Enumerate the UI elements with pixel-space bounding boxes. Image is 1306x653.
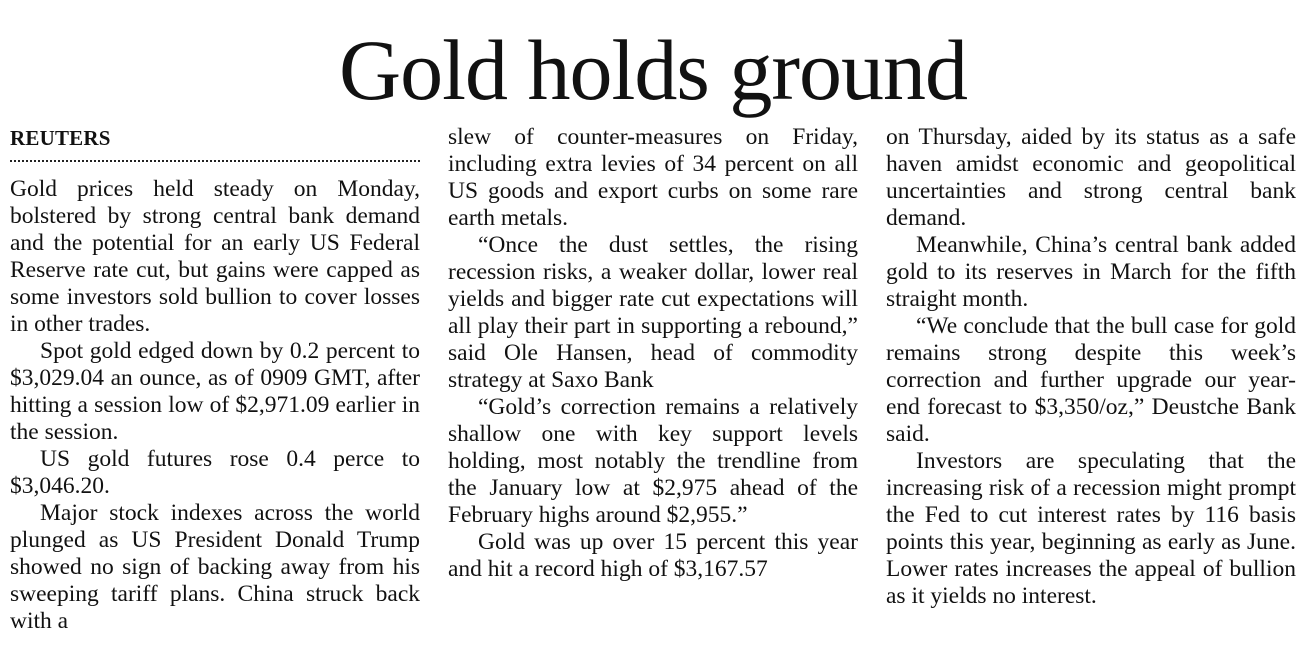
byline-divider [10,160,420,162]
paragraph: Gold was up over 15 percent this year and hit a record high of $3,167.57 [448,529,858,582]
paragraph: Spot gold edged down by 0.2 percent to $3,029.04 an ounce, as of 0909 GMT, after hitting a session low of $2,971.09 earlier in the session. [10,338,420,445]
byline: REUTERS [10,126,111,150]
paragraph: US gold futures rose 0.4 perce to $3,046.20. [10,446,420,499]
headline: Gold holds ground [339,22,967,118]
article-column-3 [886,124,1296,610]
paragraph: Investors are speculating that the increasing risk of a recession might prompt the Fed to cut interest rates by 116 basis points this year, beginning as early as June. Lower rates increases the appeal of bullion as it yields no interest. [886,448,1296,609]
paragraph: Major stock indexes across the world plunged as US President Donald Trump showed no sign of backing away from his sweeping tariff plans. China struck back with a [10,500,420,634]
paragraph: slew of counter-measures on Friday, including extra levies of 34 percent on all US goods and export curbs on some rare earth metals. [448,124,858,231]
article-column-1 [10,124,420,635]
paragraph: “Once the dust settles, the rising recession risks, a weaker dollar, lower real yields and bigger rate cut expectations will all play their part in supporting a rebound,” said Ole Hansen, head of commodity strategy at Saxo Bank [448,232,858,393]
paragraph: Meanwhile, China’s central bank added gold to its reserves in March for the fifth straight month. [886,232,1296,312]
paragraph: “Gold’s correction remains a relatively shallow one with key support levels holding, most notably the trendline from the January low at $2,975 ahead of the February highs around $2,955.” [448,394,858,528]
article-column-2 [448,124,858,583]
paragraph: “We conclude that the bull case for gold remains strong despite this week’s correction and further upgrade our year-end forecast to $3,350/oz,” Deustche Bank said. [886,313,1296,447]
paragraph: Gold prices held steady on Monday, bolstered by strong central bank demand and the potential for an early US Federal Reserve rate cut, but gains were capped as some investors sold bullion to cover losses in other trades. [10,176,420,337]
paragraph: on Thursday, aided by its status as a safe haven amidst economic and geopolitical uncertainties and strong central bank demand. [886,124,1296,231]
